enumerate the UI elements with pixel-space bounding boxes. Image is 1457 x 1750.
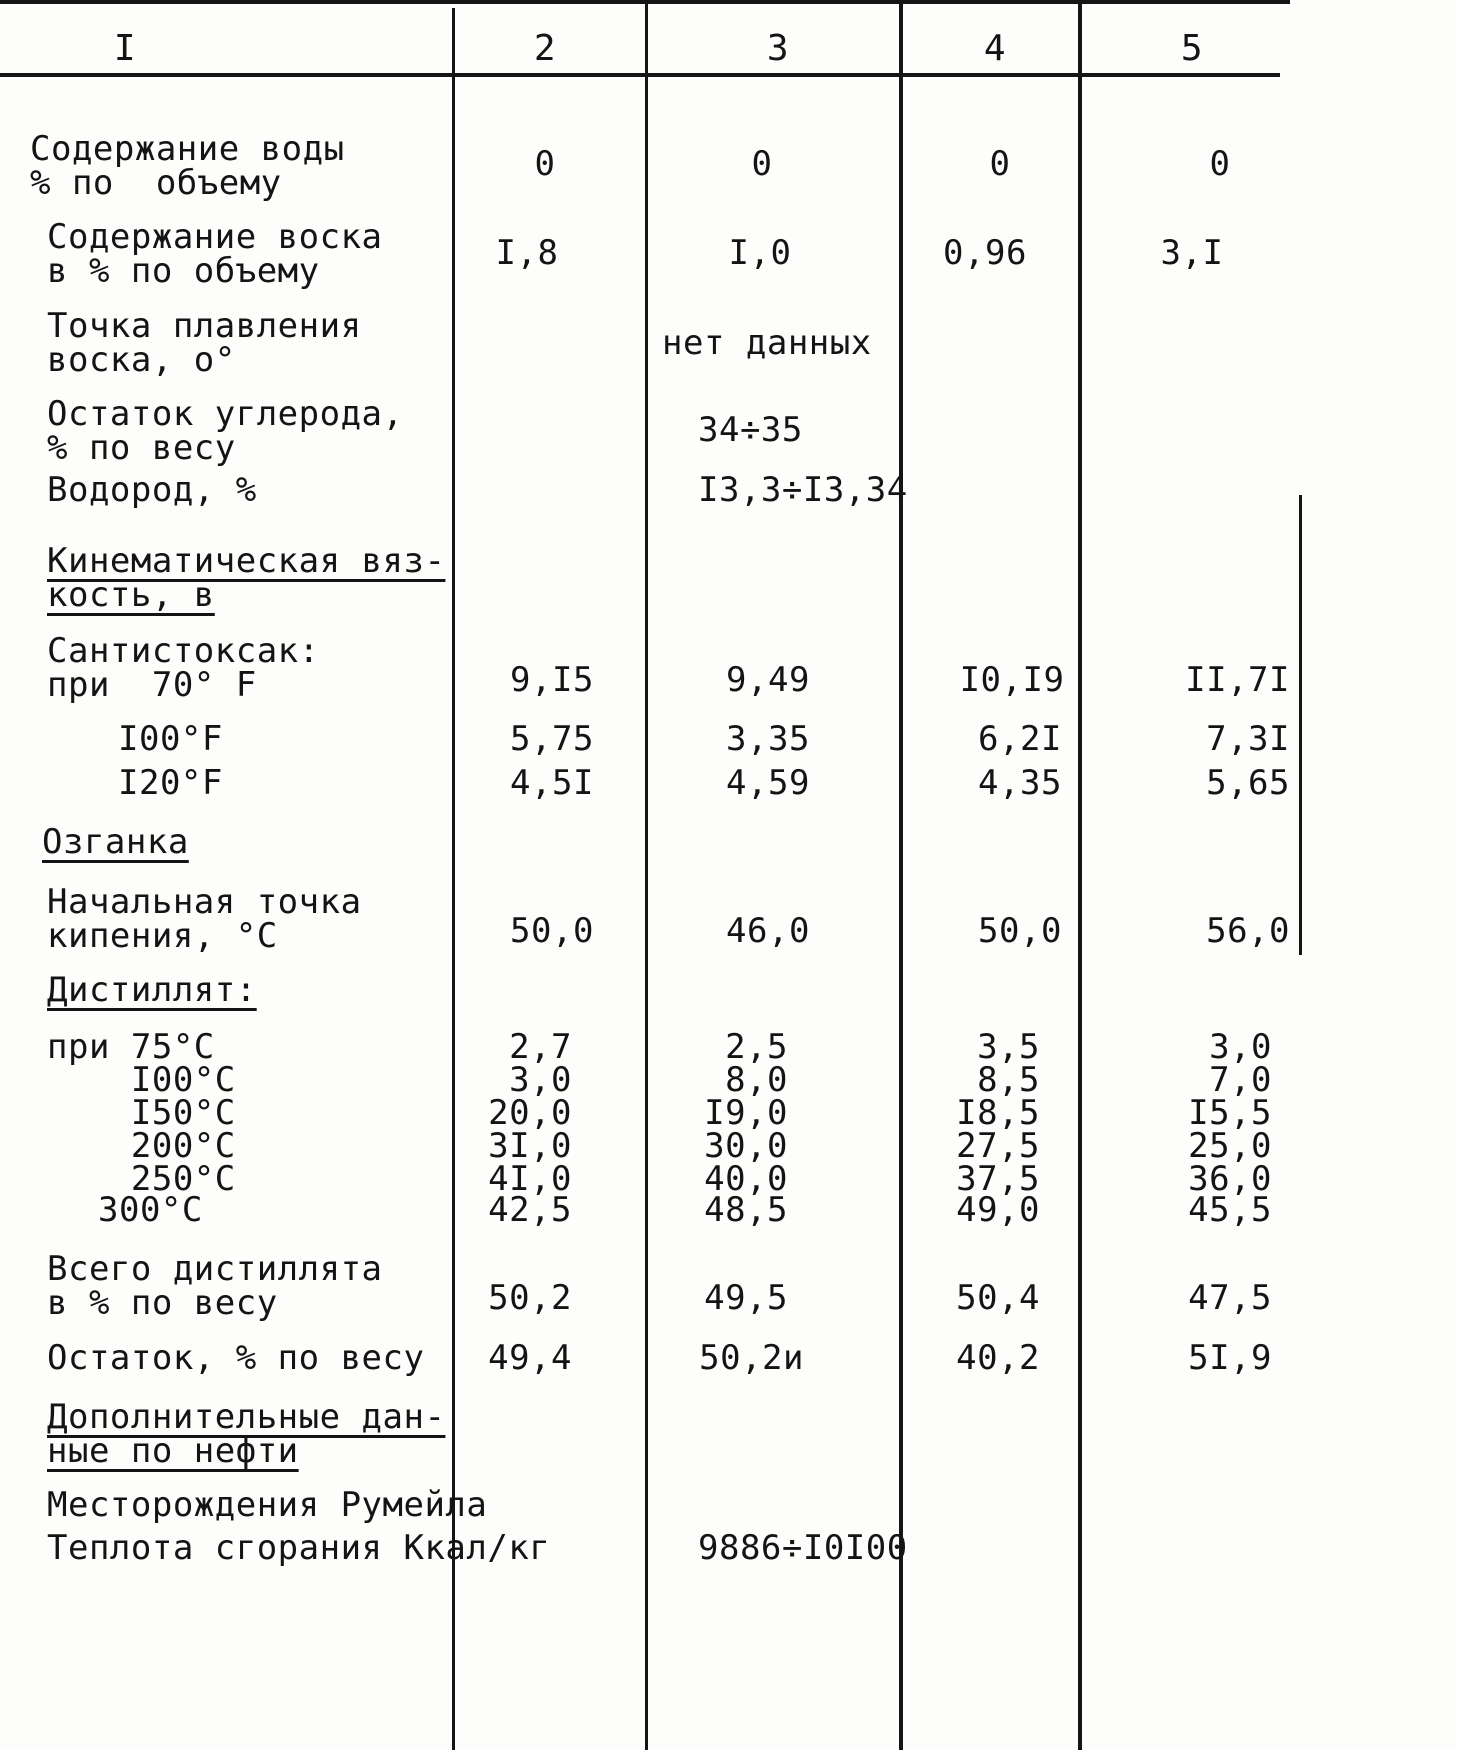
cell-dist-col4: 3,5 8,5 I8,5 27,5 37,5 (956, 1027, 1040, 1199)
row-label-centistokes-70f: Сантистоксак: при 70° F (47, 631, 320, 705)
row-label-visc-100f: I00°F (118, 719, 223, 759)
column-divider-3 (899, 0, 903, 1750)
row-label-hydrogen: Водород, % (47, 470, 257, 510)
cell-total-col3: 49,5 (704, 1278, 788, 1318)
cell-carbon-residue-span: 34÷35 (698, 410, 803, 450)
cell-dist300-col5: 45,5 (1188, 1190, 1272, 1230)
cell-dist-col5: 3,0 7,0 I5,5 25,0 36,0 (1188, 1027, 1272, 1199)
row-label-rumaila-field: Месторождения Румейла (47, 1485, 488, 1525)
row-label-wax: Содержание воска в % по объему (47, 217, 383, 291)
cell-dist300-col3: 48,5 (704, 1190, 788, 1230)
cell-water-col5: 0 (1209, 144, 1231, 184)
cell-water-col2: 0 (534, 144, 556, 184)
cell-residue-col3: 50,2и (699, 1338, 804, 1378)
cell-wax-col3: I,0 (728, 233, 792, 273)
cell-ibp-col4: 50,0 (978, 911, 1062, 951)
row-label-visc-120f: I20°F (118, 763, 223, 803)
cell-visc120-col2: 4,5I (510, 763, 594, 803)
header-rule (0, 73, 1280, 77)
cell-visc120-col3: 4,59 (726, 763, 810, 803)
cell-visc70-col4: I0,I9 (959, 660, 1065, 700)
row-label-carbon-residue: Остаток углерода, % по весу (47, 394, 404, 468)
cell-dist300-col4: 49,0 (956, 1190, 1040, 1230)
cell-visc70-col5: II,7I (1185, 660, 1290, 700)
cell-ibp-col3: 46,0 (726, 911, 810, 951)
cell-heat-of-combustion-span: 9886÷I0I00 (698, 1528, 908, 1568)
row-label-wax-melting-point: Точка плавления воска, о° (47, 306, 362, 380)
row-label-additional-data: Дополнительные дан- ные по нефти (47, 1397, 446, 1471)
row-label-distillate: Дистиллят: (47, 970, 257, 1010)
cell-hydrogen-span: I3,3÷I3,34 (698, 470, 908, 510)
row-label-heat-of-combustion: Теплота сгорания Ккал/кг (47, 1528, 551, 1568)
edge-mark (1299, 495, 1302, 955)
column-divider-2 (645, 0, 648, 1750)
column-header-4: 4 (983, 28, 1007, 69)
cell-visc120-col4: 4,35 (978, 763, 1062, 803)
cell-wax-col4: 0,96 (943, 233, 1027, 273)
column-header-1: I (113, 28, 137, 69)
cell-total-col4: 50,4 (956, 1278, 1040, 1318)
row-label-kinematic-viscosity: Кинематическая вяз- кость, в (47, 541, 446, 615)
cell-ibp-col5: 56,0 (1206, 911, 1290, 951)
cell-visc70-col2: 9,I5 (510, 660, 594, 700)
cell-dist300-col2: 42,5 (488, 1190, 572, 1230)
column-header-5: 5 (1180, 28, 1204, 69)
cell-visc100-col5: 7,3I (1206, 719, 1290, 759)
cell-wax-col5: 3,I (1160, 233, 1224, 273)
cell-residue-col2: 49,4 (488, 1338, 572, 1378)
cell-total-col2: 50,2 (488, 1278, 572, 1318)
row-label-initial-boiling-point: Начальная точка кипения, °C (47, 882, 362, 956)
row-label-ozganka: Озганка (42, 822, 189, 862)
row-label-total-distillate: Всего дистиллята в % по весу (47, 1249, 383, 1323)
cell-residue-col5: 5I,9 (1188, 1338, 1272, 1378)
cell-wax-col2: I,8 (495, 233, 559, 273)
cell-dist-col2: 2,7 3,0 20,0 3I,0 4I,0 (488, 1027, 572, 1199)
column-header-3: 3 (766, 28, 790, 69)
cell-residue-col4: 40,2 (956, 1338, 1040, 1378)
cell-water-col3: 0 (751, 144, 773, 184)
column-divider-4 (1078, 0, 1082, 1750)
cell-visc70-col3: 9,49 (726, 660, 810, 700)
cell-visc100-col4: 6,2I (978, 719, 1062, 759)
cell-visc100-col3: 3,35 (726, 719, 810, 759)
row-label-distillate-temps: при 75°C I00°C I50°C 200°C 250°C (47, 1027, 236, 1199)
cell-dist-col3: 2,5 8,0 I9,0 30,0 40,0 (704, 1027, 788, 1199)
row-label-residue: Остаток, % по весу (47, 1338, 425, 1378)
cell-visc120-col5: 5,65 (1206, 763, 1290, 803)
cell-visc100-col2: 5,75 (510, 719, 594, 759)
cell-total-col5: 47,5 (1188, 1278, 1272, 1318)
cell-wax-melting-point-span: нет данных (662, 323, 872, 363)
row-label-water: Содержание воды % по объему (30, 129, 345, 203)
cell-ibp-col2: 50,0 (510, 911, 594, 951)
cell-water-col4: 0 (989, 144, 1011, 184)
column-header-2: 2 (533, 28, 557, 69)
row-label-distillate-300c: 300°C (98, 1190, 203, 1230)
